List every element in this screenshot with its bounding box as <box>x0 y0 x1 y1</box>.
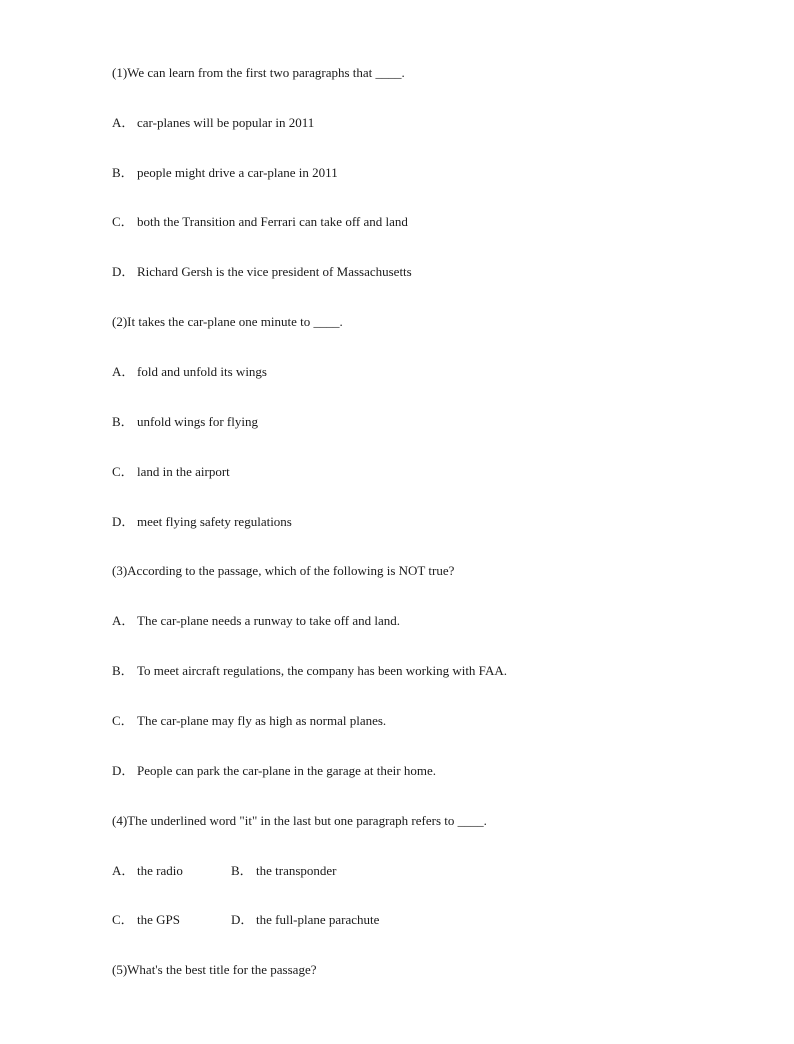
question-4-stem: (4)The underlined word "it" in the last but one paragraph refers to ____. <box>112 813 487 828</box>
question-3-option-b <box>112 663 507 679</box>
option-letter: D． <box>112 514 135 529</box>
option-text: people might drive a car-plane in 2011 <box>137 165 338 180</box>
option-text: fold and unfold its wings <box>137 364 267 379</box>
question-3-option-d <box>112 763 436 779</box>
option-letter: B． <box>112 663 134 678</box>
option-letter: C． <box>112 713 134 728</box>
question-4-options-row-1 <box>112 863 337 879</box>
option-text: unfold wings for flying <box>137 414 258 429</box>
option-letter: B． <box>112 414 134 429</box>
question-3-option-a <box>112 613 400 629</box>
question-5-stem: (5)What's the best title for the passage? <box>112 962 317 977</box>
option-letter: C． <box>112 214 134 229</box>
option-letter: A． <box>112 364 135 379</box>
option-letter: D． <box>231 912 254 927</box>
question-3-option-c <box>112 713 386 729</box>
option-text: the radio <box>137 863 183 878</box>
question-2-option-b <box>112 414 258 430</box>
option-letter: A． <box>112 115 135 130</box>
option-letter: D． <box>112 264 135 279</box>
question-4-option-a <box>112 863 231 879</box>
option-text: the GPS <box>137 912 180 927</box>
option-letter: A． <box>112 863 135 878</box>
question-4-option-b <box>231 863 337 879</box>
option-letter: C． <box>112 464 134 479</box>
question-1-option-c <box>112 214 408 230</box>
option-letter: D． <box>112 763 135 778</box>
option-text: both the Transition and Ferrari can take off and land <box>137 214 408 229</box>
question-1-option-a <box>112 115 314 131</box>
option-text: the transponder <box>256 863 337 878</box>
question-3-stem: (3)According to the passage, which of the following is NOT true? <box>112 563 455 578</box>
question-1-stem: (1)We can learn from the first two paragraphs that ____. <box>112 65 405 80</box>
question-2-option-a <box>112 364 267 380</box>
option-letter: C． <box>112 912 134 927</box>
question-4-options-row-2 <box>112 912 379 928</box>
question-1-option-d <box>112 264 412 280</box>
question-1-option-b <box>112 165 338 181</box>
option-text: People can park the car-plane in the garage at their home. <box>137 763 436 778</box>
option-letter: B． <box>112 165 134 180</box>
option-text: Richard Gersh is the vice president of Massachusetts <box>137 264 412 279</box>
option-text: land in the airport <box>137 464 230 479</box>
option-text: the full-plane parachute <box>256 912 380 927</box>
option-text: The car-plane needs a runway to take off and land. <box>137 613 400 628</box>
option-text: meet flying safety regulations <box>137 514 292 529</box>
option-text: To meet aircraft regulations, the company has been working with FAA. <box>137 663 507 678</box>
option-letter: B． <box>231 863 253 878</box>
question-2-option-d <box>112 514 292 530</box>
option-text: The car-plane may fly as high as normal planes. <box>137 713 387 728</box>
question-2-option-c <box>112 464 230 480</box>
question-4-option-d <box>231 912 379 928</box>
option-text: car-planes will be popular in 2011 <box>137 115 315 130</box>
question-4-option-c <box>112 912 231 928</box>
question-2-stem: (2)It takes the car-plane one minute to ____. <box>112 314 343 329</box>
option-letter: A． <box>112 613 135 628</box>
